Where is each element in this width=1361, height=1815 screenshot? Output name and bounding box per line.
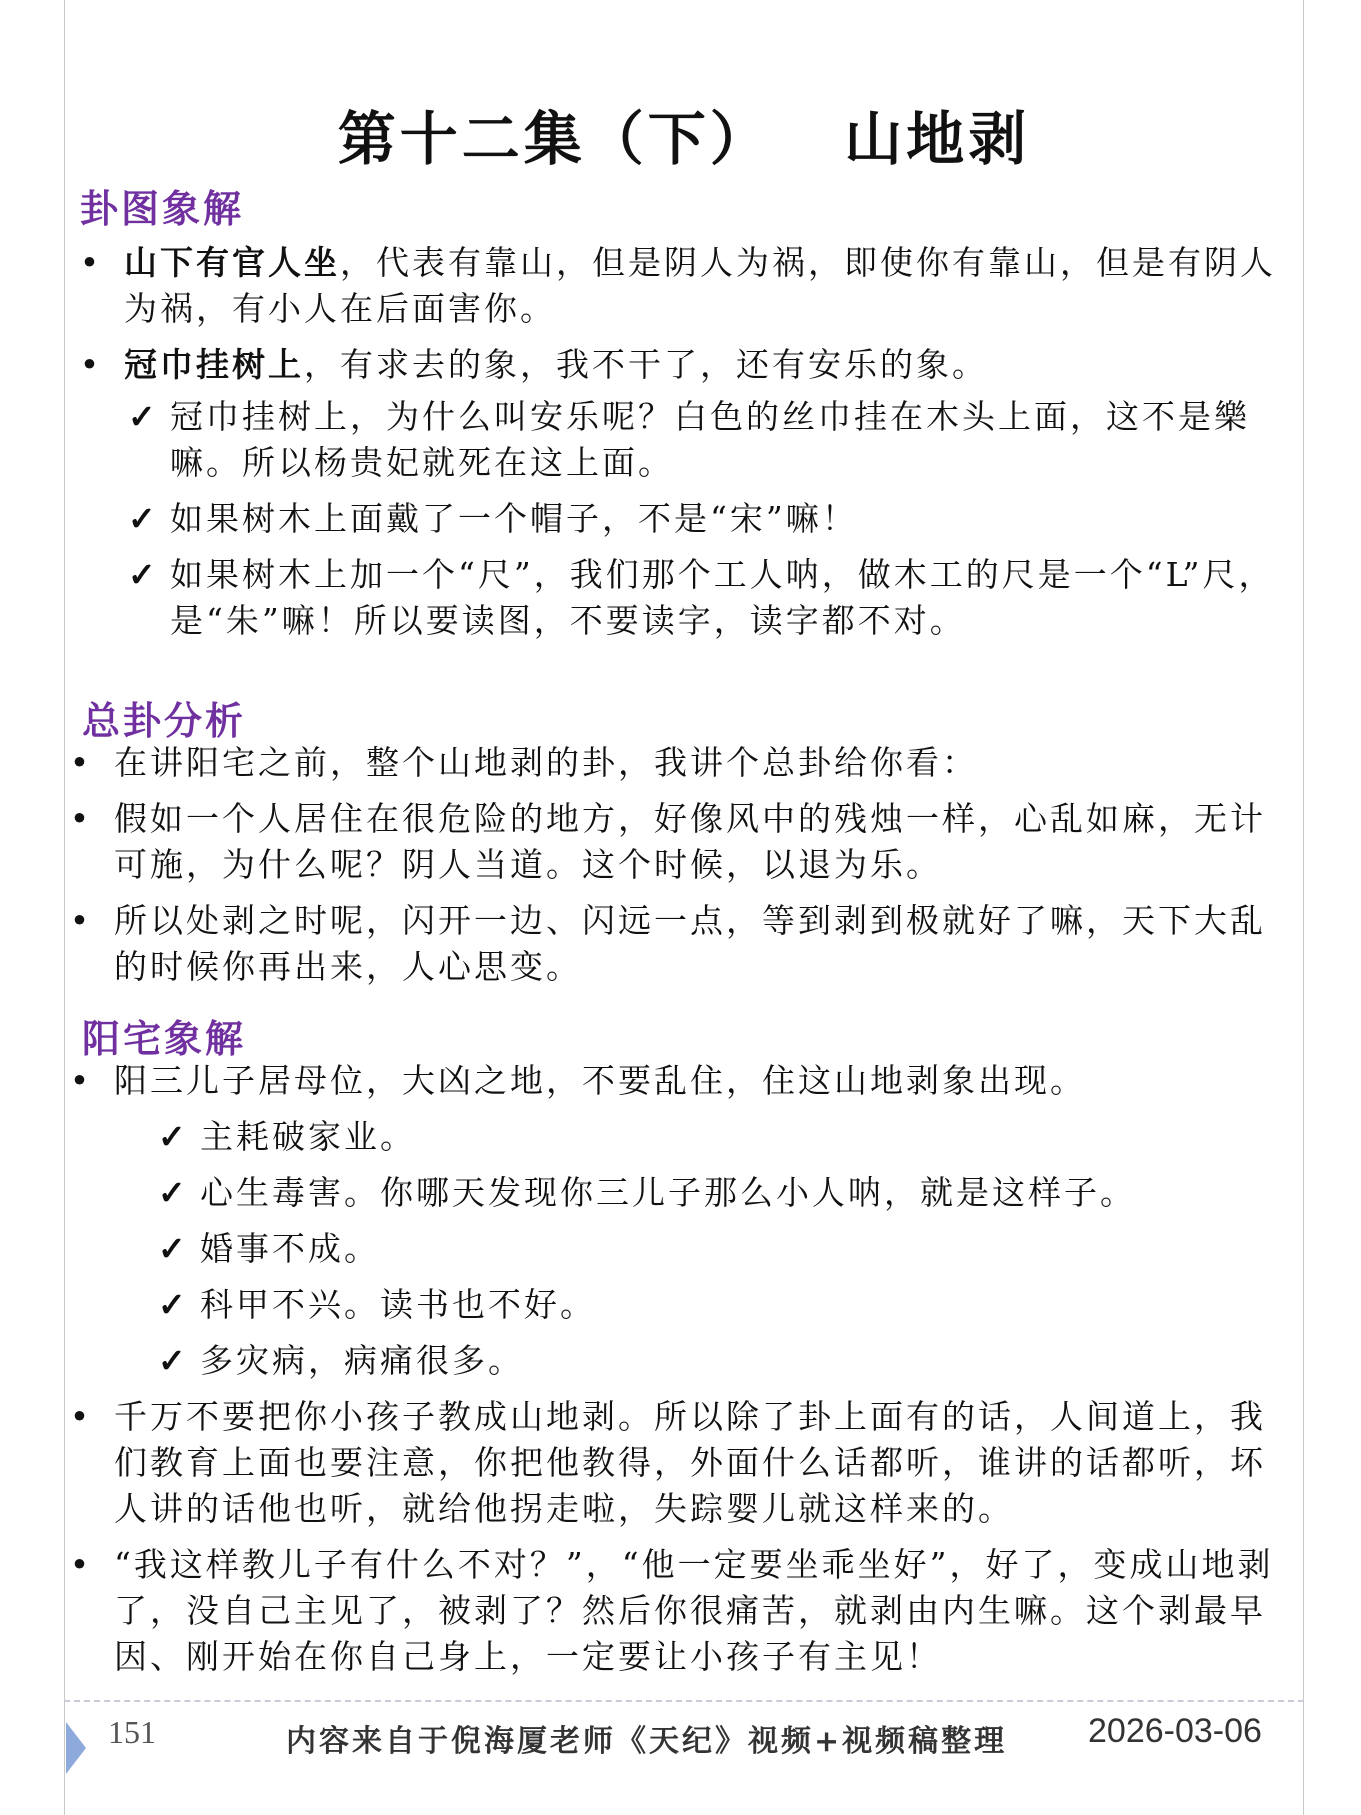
footer-source: 内容来自于倪海厦老师《天纪》视频+视频稿整理 bbox=[286, 1724, 1008, 1759]
check-icon: ✓ bbox=[158, 1173, 189, 1212]
check-icon: ✓ bbox=[128, 397, 159, 436]
check-item bbox=[128, 496, 1278, 542]
check-list bbox=[76, 394, 1278, 644]
bullet-item bbox=[76, 342, 1286, 388]
bullet-text: ，代表有靠山，但是阴人为祸，即使你有靠山，但是有阴人为祸，有小人在后面害你。 bbox=[124, 243, 1276, 328]
bullet-text: 假如一个人居住在很危险的地方，好像风中的残烛一样，心乱如麻，无计可施，为什么呢？阴人当道。这个时候，以退为乐。 bbox=[114, 799, 1266, 884]
check-item bbox=[158, 1338, 1296, 1384]
bullet-item bbox=[76, 240, 1286, 332]
check-text: 科甲不兴。读书也不好。 bbox=[200, 1285, 596, 1324]
page-number: 151 bbox=[108, 1714, 156, 1750]
bullet-icon: • bbox=[79, 345, 103, 384]
bullet-text: 在讲阳宅之前，整个山地剥的卦，我讲个总卦给你看： bbox=[114, 743, 978, 782]
bullet-item bbox=[66, 796, 1296, 888]
check-item bbox=[128, 552, 1278, 644]
bullet-icon: • bbox=[79, 243, 103, 282]
section-heading-yang-zhai: 阳宅象解 bbox=[82, 1016, 247, 1061]
bullet-text: 千万不要把你小孩子教成山地剥。所以除了卦上面有的话，人间道上，我们教育上面也要注意，你把他教得，外面什么话都听，谁讲的话都听，坏人讲的话他也听，就给他拐走啦，失踪婴儿就这样来的。 bbox=[114, 1397, 1266, 1528]
check-icon: ✓ bbox=[158, 1117, 189, 1156]
check-text: 心生毒害。你哪天发现你三儿子那么小人呐，就是这样子。 bbox=[200, 1173, 1136, 1212]
bullet-item bbox=[66, 1394, 1296, 1532]
check-text: 如果树木上加一个“尺”，我们那个工人呐，做木工的尺是一个“L”尺，是“朱”嘛！所以要读图，不要读字，读字都不对。 bbox=[170, 555, 1275, 640]
section-body-yang-zhai bbox=[66, 1058, 1296, 1690]
section-heading-zong-gua: 总卦分析 bbox=[82, 698, 247, 743]
check-item bbox=[158, 1282, 1296, 1328]
check-text: 主耗破家业。 bbox=[200, 1117, 416, 1156]
check-icon: ✓ bbox=[128, 555, 159, 594]
bullet-text: “我这样教儿子有什么不对？”，“他一定要坐乖坐好”，好了，变成山地剥了，没自己主见了，被剥了？然后你很痛苦，就剥由内生嘛。这个剥最早因、刚开始在你自己身上，一定要让小孩子有主见！ bbox=[114, 1545, 1274, 1676]
check-icon: ✓ bbox=[158, 1285, 189, 1324]
check-text: 婚事不成。 bbox=[200, 1229, 380, 1268]
bullet-keyword: 山下有官人坐 bbox=[124, 243, 340, 282]
bullet-item bbox=[66, 1058, 1296, 1104]
bullet-icon: • bbox=[69, 1545, 93, 1584]
bullet-text: 所以处剥之时呢，闪开一边、闪远一点，等到剥到极就好了嘛，天下大乱的时候你再出来，人心思变。 bbox=[114, 901, 1266, 986]
section-heading-gua-tu: 卦图象解 bbox=[80, 186, 245, 231]
check-icon: ✓ bbox=[158, 1229, 189, 1268]
check-item bbox=[158, 1226, 1296, 1272]
footer-divider bbox=[64, 1700, 1304, 1702]
triangle-arrow-icon bbox=[66, 1722, 86, 1774]
section-body-gua-tu bbox=[76, 240, 1286, 654]
bullet-item bbox=[66, 740, 1296, 786]
bullet-text: 阳三儿子居母位，大凶之地，不要乱住，住这山地剥象出现。 bbox=[114, 1061, 1086, 1100]
bullet-item bbox=[66, 1542, 1296, 1680]
check-item bbox=[158, 1114, 1296, 1160]
check-item bbox=[158, 1170, 1296, 1216]
bullet-text: ，有求去的象，我不干了，还有安乐的象。 bbox=[304, 345, 988, 384]
check-icon: ✓ bbox=[158, 1341, 189, 1380]
bullet-item bbox=[66, 898, 1296, 990]
bullet-icon: • bbox=[69, 1397, 93, 1436]
check-icon: ✓ bbox=[128, 499, 159, 538]
check-text: 如果树木上面戴了一个帽子，不是“宋”嘛！ bbox=[170, 499, 858, 538]
check-list bbox=[66, 1114, 1296, 1384]
bullet-icon: • bbox=[69, 743, 93, 782]
bullet-icon: • bbox=[69, 799, 93, 838]
check-text: 多灾病，病痛很多。 bbox=[200, 1341, 524, 1380]
page-title: 第十二集（下） 山地剥 bbox=[337, 105, 1031, 173]
footer-date: 2026-03-06 bbox=[1088, 1712, 1262, 1750]
bullet-icon: • bbox=[69, 1061, 93, 1100]
bullet-keyword: 冠巾挂树上 bbox=[124, 345, 304, 384]
check-text: 冠巾挂树上，为什么叫安乐呢？白色的丝巾挂在木头上面，这不是樂嘛。所以杨贵妃就死在这上面。 bbox=[170, 397, 1250, 482]
bullet-icon: • bbox=[69, 901, 93, 940]
section-body-zong-gua bbox=[66, 740, 1296, 1000]
check-item bbox=[128, 394, 1278, 486]
